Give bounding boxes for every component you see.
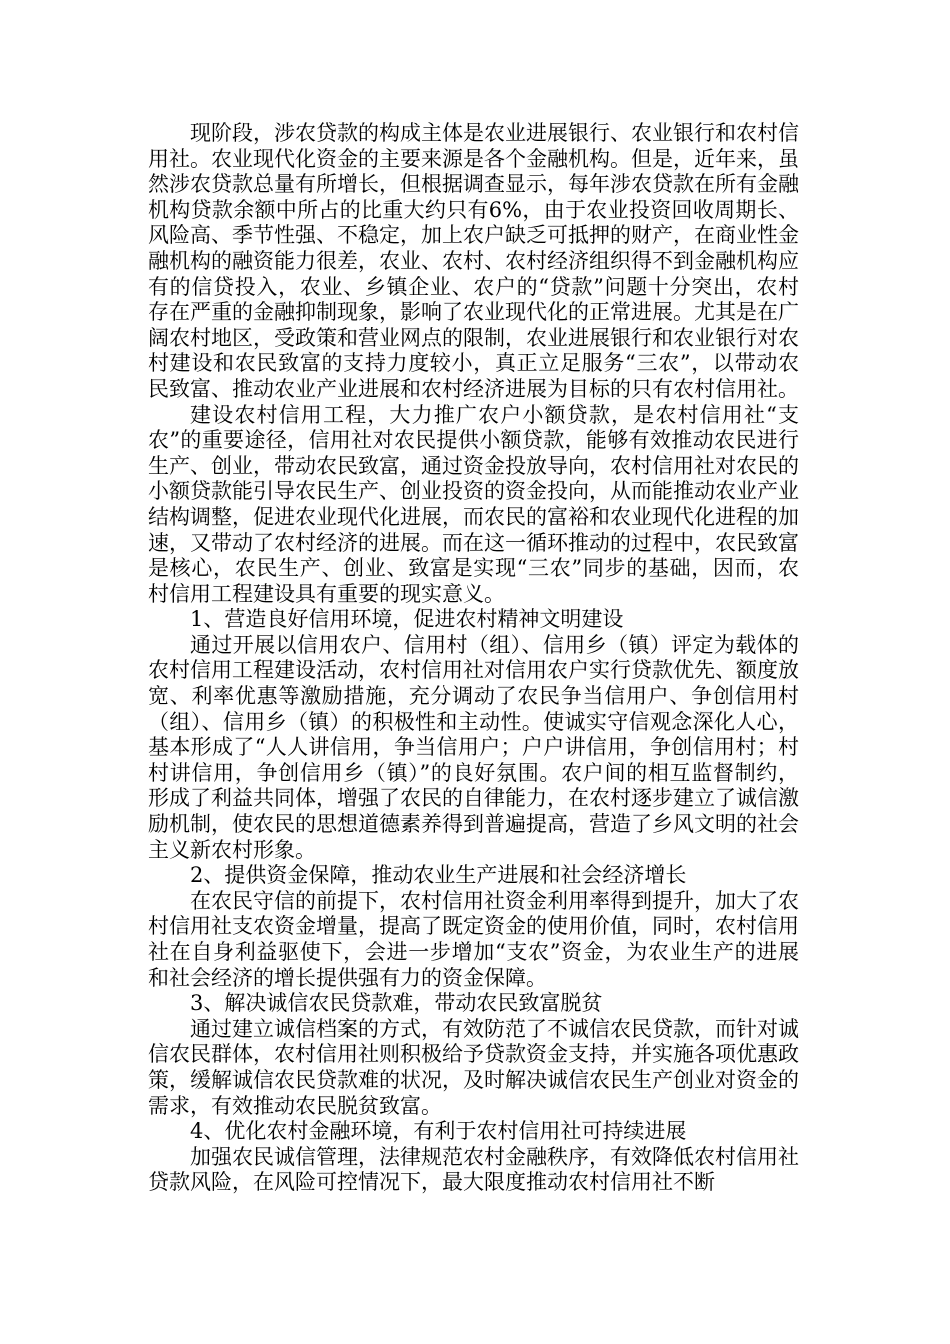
paragraph-credit-project: 建设农村信用工程，大力推广农户小额贷款，是农村信用社“支农”的重要途径，信用社对农民提供小额贷款，能够有效推动农民进行生产、创业，带动农民致富，通过资金投放导向，农村信用社对农民的小额贷款能引导农民生产、创业投资的资金投向，从而能推动农业产业结构调整，促进农业现代化进展，而农民的富裕和农业现代化进程的加速，又带动了农村经济的进展。而在这一循环推动的过程中，农民致富是核心，农民生产、创业、致富是实现“三农”同步的基础，因而，农村信用工程建设具有重要的现实意义。 (148, 402, 799, 606)
paragraph-section-1: 通过开展以信用农户、信用村（组）、信用乡（镇）评定为载体的农村信用工程建设活动，农村信用社对信用农户实行贷款优先、额度放宽、利率优惠等激励措施，充分调动了农民争当信用户、争创信用村（组）、信用乡（镇）的积极性和主动性。使诚实守信观念深化人心，基本形成了“人人讲信用，争当信用户；户户讲信用，争创信用村；村村讲信用，争创信用乡（镇）”的良好氛围。农户间的相互监督制约，形成了利益共同体，增强了农民的自律能力，在农村逐步建立了诚信激励机制，使农民的思想道德素养得到普遍提高，营造了乡风文明的社会主义新农村形象。 (148, 632, 799, 862)
paragraph-section-4: 加强农民诚信管理，法律规范农村金融秩序，有效降低农村信用社贷款风险，在风险可控情况下，最大限度推动农村信用社不断 (148, 1144, 799, 1195)
section-heading-4: 4、优化农村金融环境，有利于农村信用社可持续进展 (190, 1119, 687, 1144)
paragraph-section-3: 通过建立诚信档案的方式，有效防范了不诚信农民贷款，而针对诚信农民群体，农村信用社则积极给予贷款资金支持，并实施各项优惠政策，缓解诚信农民贷款难的状况，及时解决诚信农民生产创业对资金的需求，有效推动农民脱贫致富。 (148, 1016, 799, 1118)
section-heading-1: 1、营造良好信用环境，促进农村精神文明建设 (190, 607, 624, 632)
document-body (148, 121, 799, 1196)
paragraph-section-2: 在农民守信的前提下，农村信用社资金利用率得到提升，加大了农村信用社支农资金增量，提高了既定资金的使用价值，同时，农村信用社在自身利益驱使下，会进一步增加“支农”资金，为农业生产的进展和社会经济的增长提供强有力的资金保障。 (148, 888, 799, 990)
section-heading-3: 3、解决诚信农民贷款难，带动农民致富脱贫 (190, 991, 603, 1016)
paragraph-intro: 现阶段，涉农贷款的构成主体是农业进展银行、农业银行和农村信用社。农业现代化资金的主要来源是各个金融机构。但是，近年来，虽然涉农贷款总量有所增长，但根据调查显示，每年涉农贷款在所有金融机构贷款余额中所占的比重大约只有6%，由于农业投资回收周期长、风险高、季节性强、不稳定，加上农户缺乏可抵押的财产，在商业性金融机构的融资能力很差，农业、农村、农村经济组织得不到金融机构应有的信贷投入，农业、乡镇企业、农户的“贷款”问题十分突出，农村存在严重的金融抑制现象，影响了农业现代化的正常进展。尤其是在广阔农村地区，受政策和营业网点的限制，农业进展银行和农业银行对农村建设和农民致富的支持力度较小，真正立足服务“三农”，以带动农民致富、推动农业产业进展和农村经济进展为目标的只有农村信用社。 (148, 121, 799, 401)
section-heading-2: 2、提供资金保障，推动农业生产进展和社会经济增长 (190, 863, 687, 888)
